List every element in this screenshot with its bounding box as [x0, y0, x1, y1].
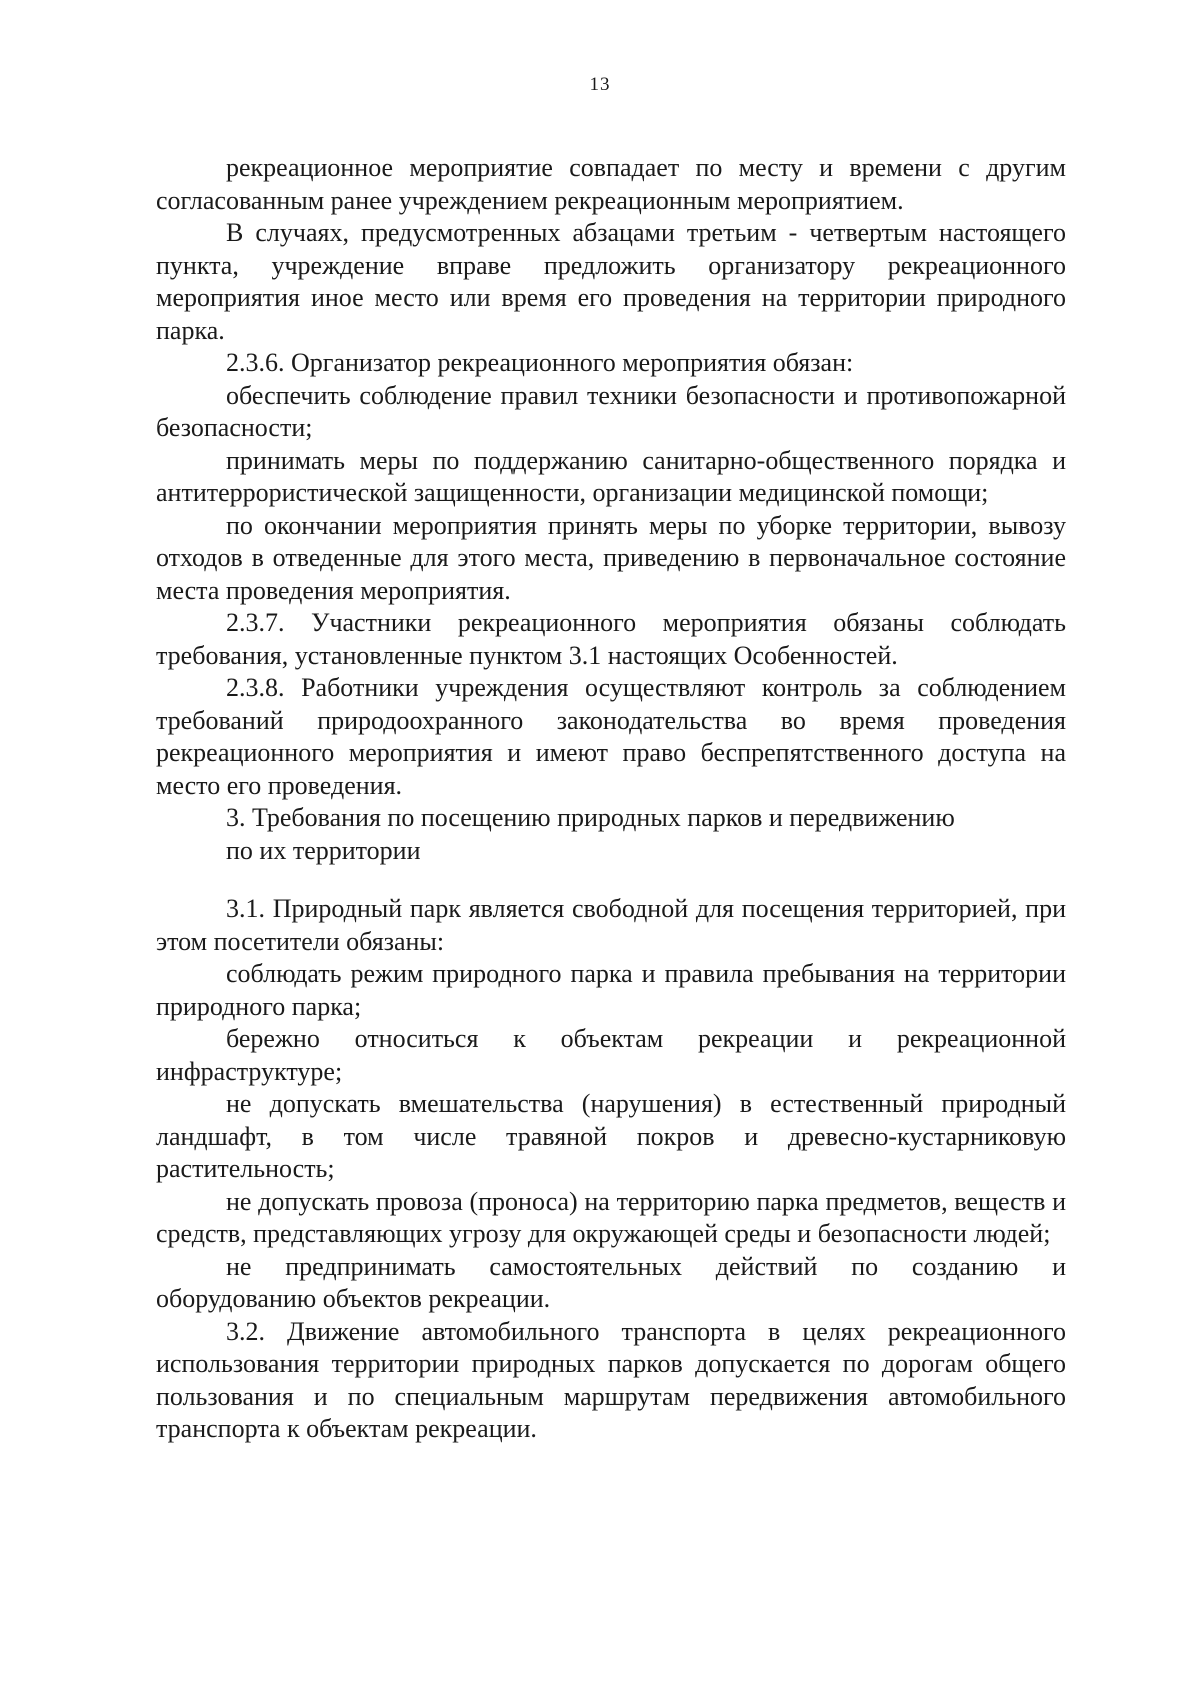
paragraph: не допускать вмешательства (нарушения) в естественный природный ландшафт, в том числе травяной покров и древесно-кустарниковую растительность;	[156, 1089, 1066, 1183]
paragraph: по окончании мероприятия принять меры по уборке территории, вывозу отходов в отведенные для этого места, приведению в первоначальное состояние места проведения мероприятия.	[156, 510, 1066, 605]
document-body	[156, 152, 1066, 1446]
section-heading	[156, 802, 1066, 867]
paragraph: не предпринимать самостоятельных действий по созданию и оборудованию объектов рекреации.	[156, 1251, 1066, 1313]
paragraph: 2.3.8. Работники учреждения осуществляют контроль за соблюдением требований природоохранного законодательства во время проведения рекреационного мероприятия и имеют право беспрепятственного доступа на место его проведения.	[156, 673, 1066, 800]
paragraph: не допускать провоза (проноса) на территорию парка предметов, веществ и средств, представляющих угрозу для окружающей среды и безопасности людей;	[156, 1186, 1066, 1248]
section-heading-line: по их территории	[226, 835, 421, 865]
section-spacer	[156, 867, 1066, 893]
paragraph: 3.2. Движение автомобильного транспорта в целях рекреационного использования территории природных парков допускается по дорогам общего пользования и по специальным маршрутам передвижения автомобильного транспорта к объектам рекреации.	[156, 1316, 1066, 1443]
paragraph: 2.3.7. Участники рекреационного мероприятия обязаны соблюдать требования, установленные пунктом 3.1 настоящих Особенностей.	[156, 608, 1066, 670]
paragraph: обеспечить соблюдение правил техники безопасности и противопожарной безопасности;	[156, 380, 1066, 442]
paragraph: бережно относиться к объектам рекреации и рекреационной инфраструктуре;	[156, 1024, 1066, 1086]
section-heading-line: 3. Требования по посещению природных парков и передвижению	[226, 803, 955, 832]
paragraph: 2.3.6. Организатор рекреационного мероприятия обязан:	[226, 348, 854, 377]
paragraph: принимать меры по поддержанию санитарно-общественного порядка и антитеррористической защищенности, организации медицинской помощи;	[156, 445, 1066, 507]
paragraph: В случаях, предусмотренных абзацами третьим - четвертым настоящего пункта, учреждение вправе предложить организатору рекреационного мероприятия иное место или время его проведения на территории природного парка.	[156, 218, 1066, 345]
paragraph: соблюдать режим природного парка и правила пребывания на территории природного парка;	[156, 959, 1066, 1021]
paragraph: рекреационное мероприятие совпадает по месту и времени с другим согласованным ранее учреждением рекреационным мероприятием.	[156, 153, 1066, 215]
paragraph: 3.1. Природный парк является свободной для посещения территорией, при этом посетители обязаны:	[156, 894, 1066, 956]
page-number: 13	[589, 74, 611, 95]
